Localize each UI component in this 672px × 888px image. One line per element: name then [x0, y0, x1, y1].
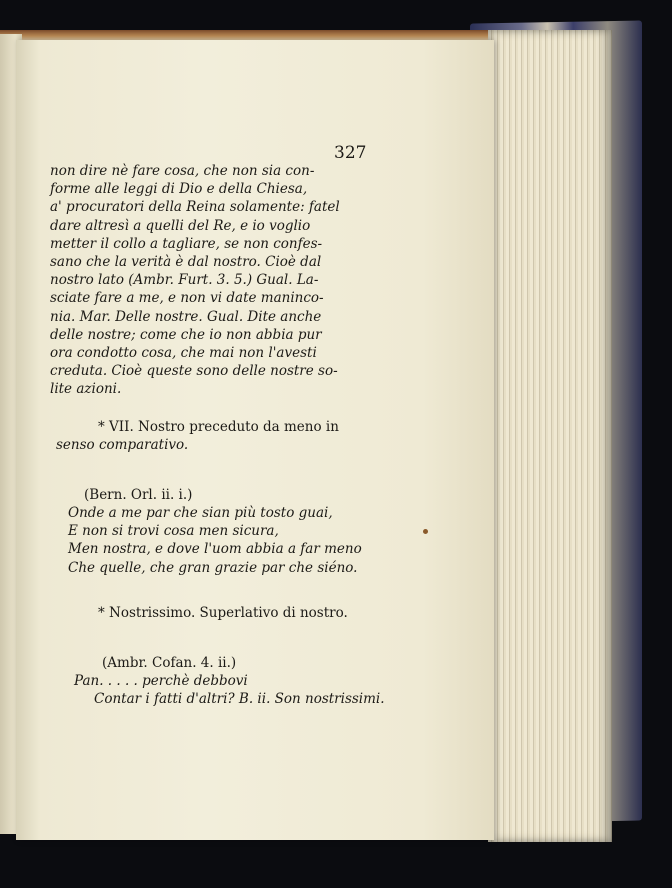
paragraph-line: metter il collo a tagliare, se non confes- — [50, 235, 323, 252]
verse-quote — [68, 504, 362, 577]
citation-ambr-cofan: (Ambr. Cofan. 4. ii.) — [102, 655, 237, 671]
paragraph-line: dare altresì a quelli del Re, e io voglio — [50, 217, 311, 234]
verse-line: E non si trovi cosa men sicura, — [68, 523, 279, 540]
paragraph-line: non dire nè fare cosa, che non sia con- — [50, 163, 315, 179]
paragraph-line: creduta. Cioè queste sono delle nostre so- — [50, 363, 338, 380]
paragraph-line: lite azioni. — [50, 381, 122, 398]
paragraph-line: sano che la verità è dal nostro. Cioè dal — [50, 254, 322, 271]
section-heading-vii: * VII. Nostro preceduto da meno in — [98, 419, 339, 435]
verse-line: Che quelle, che gran grazie par che siéno. — [68, 559, 358, 576]
verse-line: Men nostra, e dove l'uom abbia a far meno — [68, 541, 362, 558]
paragraph-line: forme alle leggi di Dio e della Chiesa, — [50, 181, 308, 198]
paragraph-line: nia. Mar. Delle nostre. Gual. Dite anche — [50, 308, 322, 325]
citation-bern-orl: (Bern. Orl. ii. i.) — [84, 487, 193, 503]
paragraph-line: nostro lato (Ambr. Furt. 3. 5.) Gual. La- — [50, 272, 319, 289]
ink-spot — [423, 529, 428, 534]
drama-line: Contar i fatti d'altri? B. ii. Son nostrissimi. — [94, 691, 385, 708]
paragraph-line: ora condotto cosa, che mai non l'avesti — [50, 345, 317, 362]
drama-quote — [74, 672, 385, 708]
drama-line: Pan. . . . . perchè debbovi — [74, 673, 248, 689]
paragraph-line: delle nostre; come che io non abbia pur — [50, 326, 322, 343]
paragraph — [50, 162, 340, 399]
paragraph-line: sciate fare a me, e non vi date maninco- — [50, 290, 324, 307]
verse-line: Onde a me par che sian più tosto guai, — [68, 505, 333, 521]
section-heading-nostrissimo: * Nostrissimo. Superlativo di nostro. — [98, 605, 348, 621]
book-page — [16, 40, 494, 840]
paragraph-line: a' procuratori della Reina solamente: fatel — [50, 199, 340, 216]
section-heading-vii-continued: senso comparativo. — [56, 437, 189, 453]
page-number: 327 — [334, 143, 367, 163]
page-stack-edge — [488, 30, 612, 842]
